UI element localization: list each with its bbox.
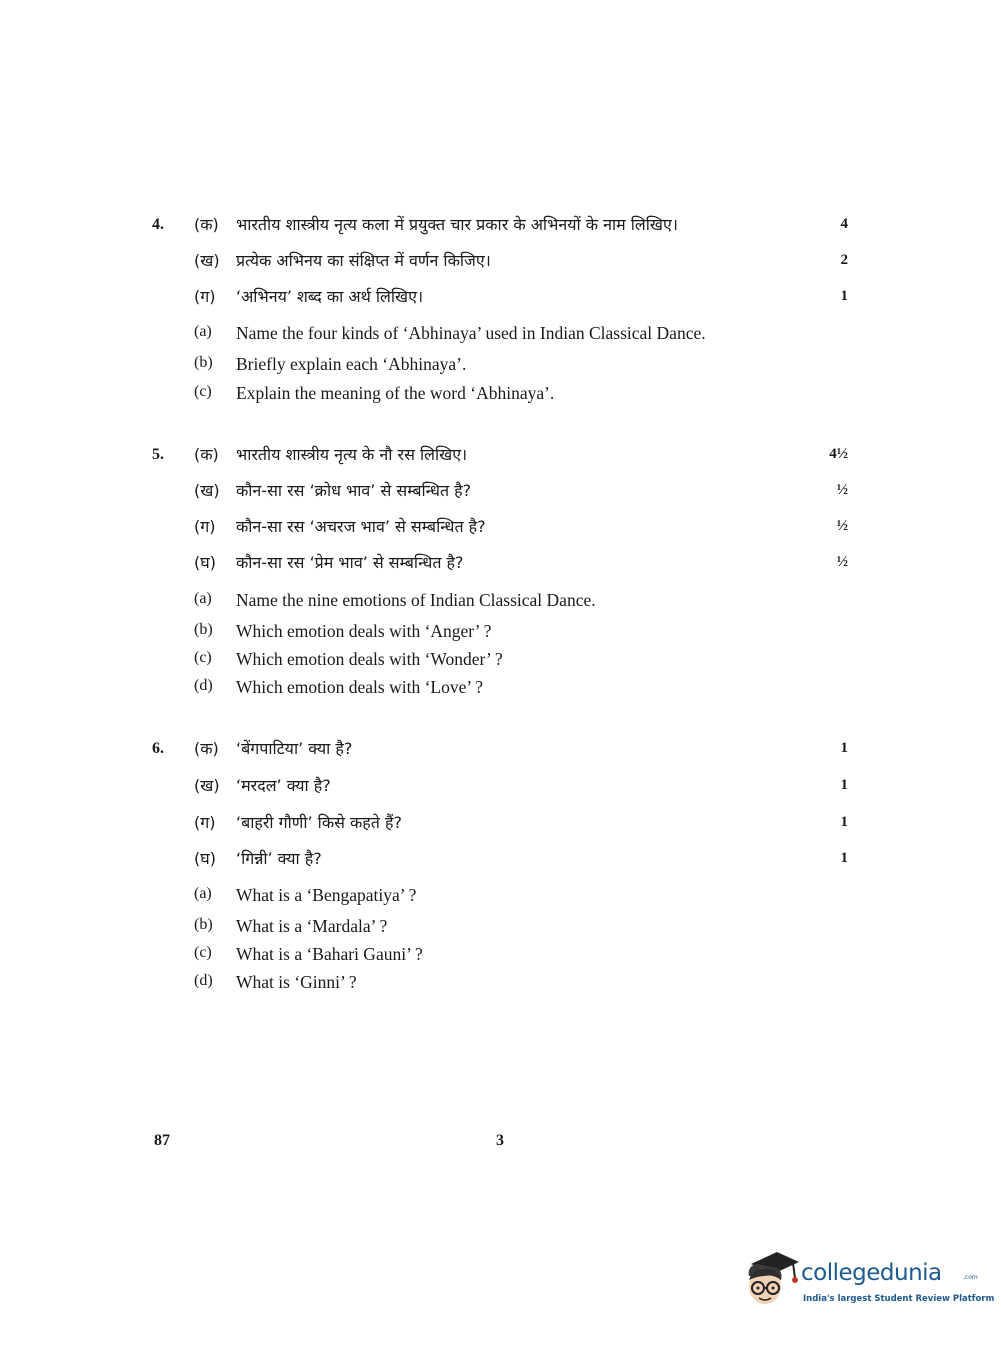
subpart-label: (b) (194, 916, 213, 933)
subpart-text: What is a ‘Bahari Gauni’ ? (236, 944, 423, 964)
question-number: 4. (152, 216, 164, 233)
subpart-text: प्रत्येक अभिनय का संक्षिप्त में वर्णन किजिए। (236, 251, 491, 270)
subpart-text: Which emotion deals with ‘Love’ ? (236, 677, 484, 697)
subpart-label: (d) (194, 972, 213, 989)
paper-code: 87 (154, 1132, 170, 1149)
subpart-text: What is ‘Ginni’ ? (236, 972, 357, 992)
subpart-text: Which emotion deals with ‘Wonder’ ? (236, 649, 503, 669)
marks: 1 (840, 740, 848, 756)
subpart-text: Name the nine emotions of Indian Classical Dance. (236, 590, 596, 610)
subpart-text: कौन-सा रस ‘क्रोध भाव’ से सम्बन्धित है? (236, 481, 472, 500)
question-number: 5. (152, 446, 164, 463)
subpart-label: (a) (194, 885, 212, 902)
subpart-label: (c) (194, 383, 212, 400)
subpart-label: (a) (194, 590, 212, 607)
subpart-label: (c) (194, 944, 212, 961)
logo-suffix: .com (963, 1274, 978, 1281)
logo-wordmark: collegedunia (801, 1260, 942, 1286)
marks: ½ (836, 554, 848, 570)
subpart-text: ‘गिन्नी’ क्या है? (236, 849, 322, 868)
hindi-subpart (194, 737, 851, 763)
hindi-subpart (194, 811, 851, 837)
hindi-subpart (194, 285, 851, 311)
subpart-label: (ग) (194, 517, 216, 536)
page-number: 3 (496, 1132, 504, 1149)
subpart-text: भारतीय शास्त्रीय नृत्य कला में प्रयुक्त चार प्रकार के अभिनयों के नाम लिखिए। (236, 215, 678, 234)
english-subpart (194, 916, 851, 942)
english-subpart (194, 649, 851, 675)
subpart-text: ‘मरदल’ क्या है? (236, 776, 331, 795)
marks: 1 (840, 850, 848, 866)
subpart-label: (a) (194, 323, 212, 340)
subpart-text: ‘अभिनय’ शब्द का अर्थ लिखिए। (236, 287, 424, 306)
subpart-label: (क) (194, 739, 219, 758)
subpart-label: (ग) (194, 287, 216, 306)
subpart-label: (b) (194, 621, 213, 638)
subpart-label: (ग) (194, 813, 216, 832)
collegedunia-logo[interactable] (743, 1250, 995, 1312)
subpart-text: What is a ‘Bengapatiya’ ? (236, 885, 417, 905)
hindi-subpart (194, 213, 851, 239)
english-subpart (194, 621, 851, 647)
hindi-subpart (194, 443, 851, 469)
subpart-text: Explain the meaning of the word ‘Abhinaya’. (236, 383, 555, 403)
english-subpart (194, 677, 851, 703)
subpart-label: (d) (194, 677, 213, 694)
subpart-text: भारतीय शास्त्रीय नृत्य के नौ रस लिखिए। (236, 445, 468, 464)
english-subpart (194, 354, 851, 380)
subpart-text: कौन-सा रस ‘प्रेम भाव’ से सम्बन्धित है? (236, 553, 464, 572)
hindi-subpart (194, 515, 851, 541)
hindi-subpart (194, 249, 851, 275)
logo-tagline: India's largest Student Review Platform (803, 1294, 995, 1304)
subpart-label: (क) (194, 215, 219, 234)
english-subpart (194, 590, 851, 616)
subpart-text: Which emotion deals with ‘Anger’ ? (236, 621, 492, 641)
marks: 4½ (829, 446, 848, 462)
subpart-label: (ख) (194, 776, 220, 795)
subpart-label: (c) (194, 649, 212, 666)
subpart-text: Name the four kinds of ‘Abhinaya’ used in Indian Classical Dance. (236, 323, 706, 343)
english-subpart (194, 944, 851, 970)
subpart-label: (घ) (194, 849, 216, 868)
subpart-label: (ख) (194, 481, 220, 500)
hindi-subpart (194, 774, 851, 800)
hindi-subpart (194, 847, 851, 873)
marks: ½ (836, 482, 848, 498)
hindi-subpart (194, 551, 851, 577)
subpart-text: What is a ‘Mardala’ ? (236, 916, 388, 936)
subpart-label: (ख) (194, 251, 220, 270)
hindi-subpart (194, 479, 851, 505)
marks: ½ (836, 518, 848, 534)
subpart-text: ‘बाहरी गौणी’ किसे कहते हैं? (236, 813, 402, 832)
marks: 1 (840, 814, 848, 830)
subpart-text: Briefly explain each ‘Abhinaya’. (236, 354, 467, 374)
subpart-text: कौन-सा रस ‘अचरज भाव’ से सम्बन्धित है? (236, 517, 486, 536)
marks: 1 (840, 288, 848, 304)
english-subpart (194, 323, 851, 349)
english-subpart (194, 885, 851, 911)
marks: 4 (840, 216, 848, 232)
mascot-icon (743, 1250, 801, 1312)
english-subpart (194, 972, 851, 998)
subpart-label: (क) (194, 445, 219, 464)
subpart-label: (b) (194, 354, 213, 371)
marks: 2 (840, 252, 848, 268)
subpart-text: ‘बेंगपाटिया’ क्या है? (236, 739, 353, 758)
subpart-label: (घ) (194, 553, 216, 572)
english-subpart (194, 383, 851, 409)
question-number: 6. (152, 740, 164, 757)
marks: 1 (840, 777, 848, 793)
